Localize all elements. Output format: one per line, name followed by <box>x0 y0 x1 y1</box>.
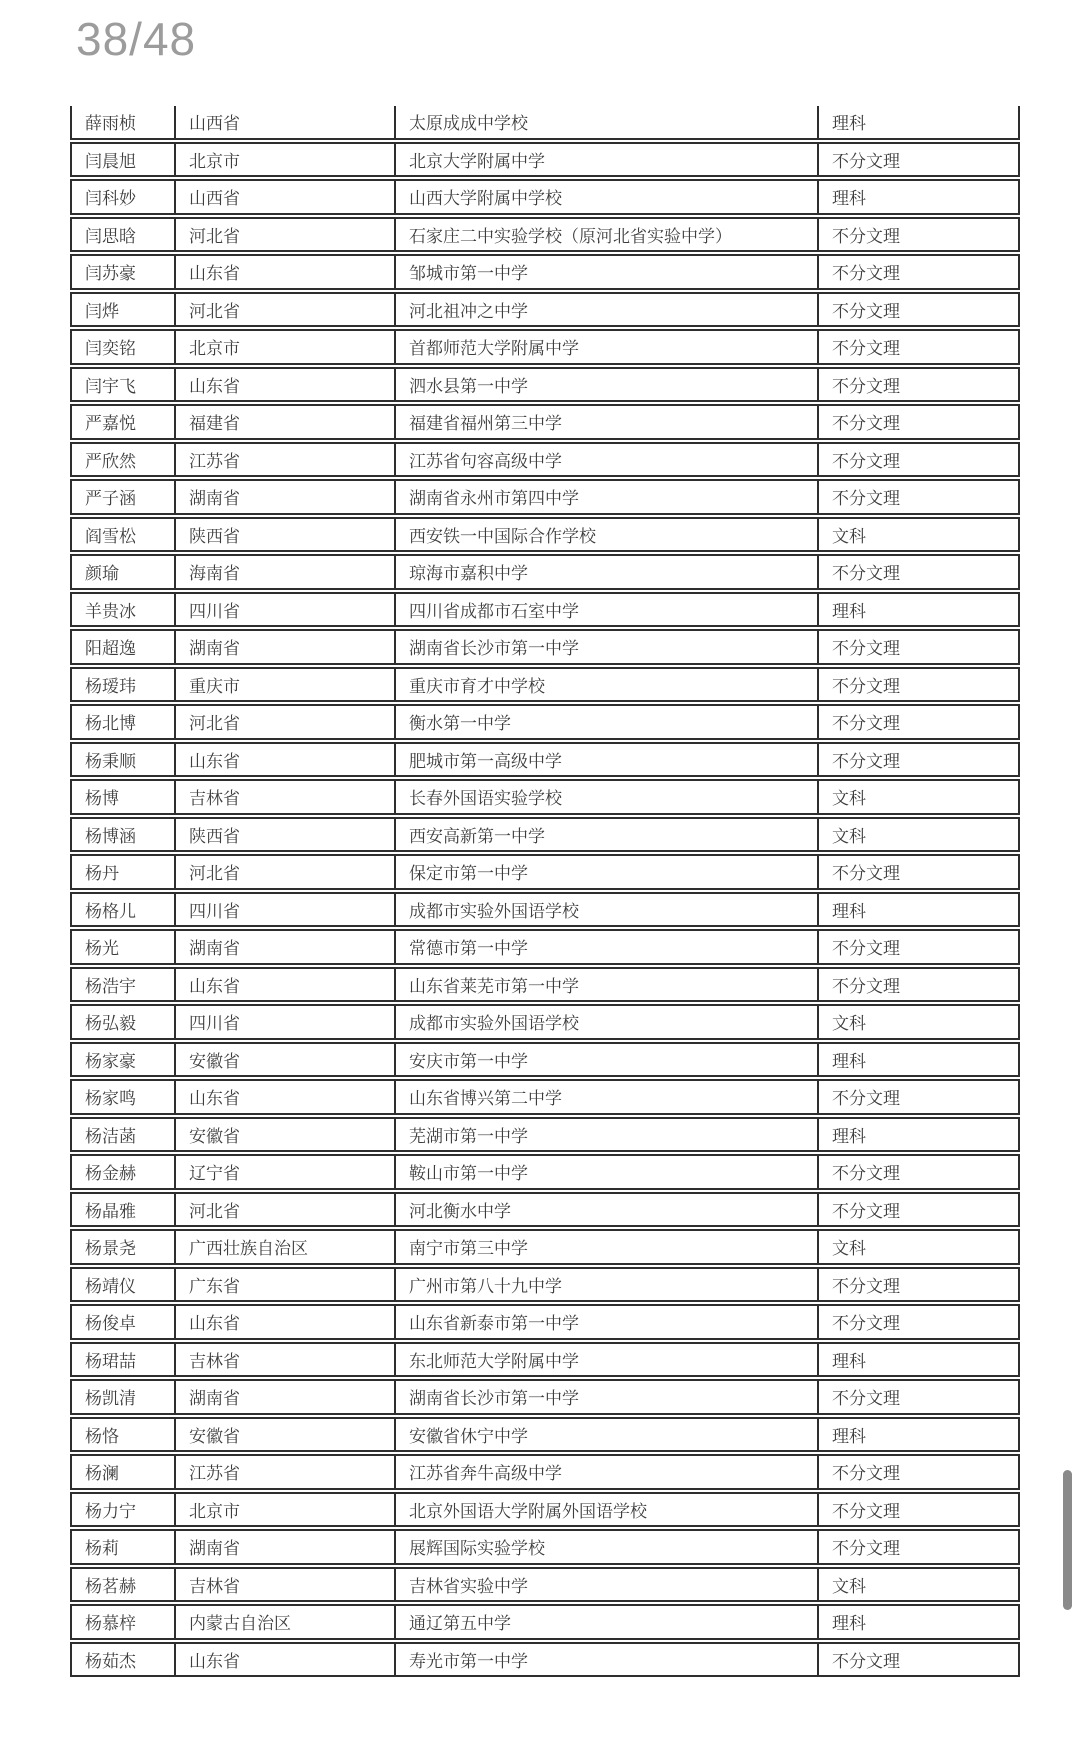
scrollbar-thumb[interactable] <box>1063 1470 1072 1610</box>
table-row <box>70 404 1020 440</box>
province-cell: 四川省 <box>174 894 394 926</box>
student-name-cell: 杨瑷玮 <box>85 676 136 696</box>
student-name-cell: 杨茗赫 <box>85 1576 136 1596</box>
table-row <box>70 929 1020 965</box>
school-cell: 西安铁一中国际合作学校 <box>394 519 817 551</box>
school-cell: 江苏省奔牛高级中学 <box>394 1456 817 1488</box>
province-cell: 湖南省 <box>174 931 394 963</box>
subject-category-cell: 文科 <box>817 519 1018 551</box>
table-row <box>70 1417 1020 1453</box>
table-row <box>70 479 1020 515</box>
table-row <box>70 367 1020 403</box>
student-name-cell: 闫烨 <box>85 301 119 321</box>
student-name-cell: 杨莉 <box>85 1539 119 1559</box>
student-name-cell: 杨慕梓 <box>85 1614 136 1634</box>
school-cell: 北京大学附属中学 <box>394 144 817 176</box>
school-cell: 吉林省实验中学 <box>394 1569 817 1601</box>
province-cell: 陕西省 <box>174 519 394 551</box>
student-name-cell: 严欣然 <box>85 451 136 471</box>
subject-category-cell: 不分文理 <box>817 1306 1018 1338</box>
table-row <box>70 442 1020 478</box>
table-row <box>70 1117 1020 1153</box>
table-row <box>70 1454 1020 1490</box>
student-name-cell: 杨丹 <box>85 864 119 884</box>
subject-category-cell: 文科 <box>817 781 1018 813</box>
school-cell: 湖南省长沙市第一中学 <box>394 1381 817 1413</box>
subject-category-cell: 不分文理 <box>817 1644 1018 1676</box>
province-cell: 广东省 <box>174 1269 394 1301</box>
student-name-cell: 杨博 <box>85 789 119 809</box>
table-row <box>70 779 1020 815</box>
subject-category-cell: 不分文理 <box>817 1156 1018 1188</box>
province-cell: 河北省 <box>174 1194 394 1226</box>
province-cell: 山东省 <box>174 744 394 776</box>
table-row <box>70 179 1020 215</box>
school-cell: 山东省新泰市第一中学 <box>394 1306 817 1338</box>
table-row <box>70 1229 1020 1265</box>
school-cell: 长春外国语实验学校 <box>394 781 817 813</box>
table-row <box>70 1492 1020 1528</box>
school-cell: 通辽第五中学 <box>394 1606 817 1638</box>
subject-category-cell: 不分文理 <box>817 556 1018 588</box>
school-cell: 江苏省句容高级中学 <box>394 444 817 476</box>
province-cell: 吉林省 <box>174 1344 394 1376</box>
subject-category-cell: 文科 <box>817 1569 1018 1601</box>
province-cell: 重庆市 <box>174 669 394 701</box>
subject-category-cell: 不分文理 <box>817 1494 1018 1526</box>
student-name-cell: 颜瑜 <box>85 564 119 584</box>
student-name-cell: 严嘉悦 <box>85 414 136 434</box>
subject-category-cell: 不分文理 <box>817 331 1018 363</box>
subject-category-cell: 不分文理 <box>817 294 1018 326</box>
province-cell: 山西省 <box>174 106 394 138</box>
subject-category-cell: 文科 <box>817 1006 1018 1038</box>
subject-category-cell: 不分文理 <box>817 1531 1018 1563</box>
subject-category-cell: 理科 <box>817 106 1018 138</box>
province-cell: 湖南省 <box>174 1381 394 1413</box>
student-name-cell: 杨靖仪 <box>85 1276 136 1296</box>
table-row <box>70 592 1020 628</box>
student-name-cell: 闫苏豪 <box>85 264 136 284</box>
subject-category-cell: 理科 <box>817 894 1018 926</box>
table-row <box>70 1079 1020 1115</box>
student-name-cell: 杨格儿 <box>85 901 136 921</box>
table-row <box>70 742 1020 778</box>
student-name-cell: 杨珺喆 <box>85 1351 136 1371</box>
school-cell: 安庆市第一中学 <box>394 1044 817 1076</box>
province-cell: 河北省 <box>174 706 394 738</box>
table-row <box>70 254 1020 290</box>
student-name-cell: 杨弘毅 <box>85 1014 136 1034</box>
subject-category-cell: 不分文理 <box>817 856 1018 888</box>
school-cell: 泗水县第一中学 <box>394 369 817 401</box>
subject-category-cell: 不分文理 <box>817 1081 1018 1113</box>
student-name-cell: 杨凯清 <box>85 1389 136 1409</box>
province-cell: 安徽省 <box>174 1419 394 1451</box>
table-row <box>70 1342 1020 1378</box>
province-cell: 山东省 <box>174 1644 394 1676</box>
table-row <box>70 106 1020 140</box>
school-cell: 湖南省长沙市第一中学 <box>394 631 817 663</box>
province-cell: 安徽省 <box>174 1044 394 1076</box>
school-cell: 东北师范大学附属中学 <box>394 1344 817 1376</box>
school-cell: 衡水第一中学 <box>394 706 817 738</box>
student-name-cell: 薛雨桢 <box>85 114 136 134</box>
student-name-cell: 阎雪松 <box>85 526 136 546</box>
province-cell: 山东省 <box>174 369 394 401</box>
subject-category-cell: 不分文理 <box>817 481 1018 513</box>
table-row <box>70 217 1020 253</box>
student-name-cell: 杨澜 <box>85 1464 119 1484</box>
table-row <box>70 1642 1020 1678</box>
table-row <box>70 142 1020 178</box>
subject-category-cell: 理科 <box>817 1119 1018 1151</box>
province-cell: 山东省 <box>174 256 394 288</box>
student-name-cell: 杨洁菡 <box>85 1126 136 1146</box>
school-cell: 寿光市第一中学 <box>394 1644 817 1676</box>
student-name-cell: 闫奕铭 <box>85 339 136 359</box>
student-name-cell: 闫晨旭 <box>85 151 136 171</box>
province-cell: 吉林省 <box>174 781 394 813</box>
table-row <box>70 1192 1020 1228</box>
student-name-cell: 杨光 <box>85 939 119 959</box>
province-cell: 河北省 <box>174 219 394 251</box>
student-name-cell: 杨俊卓 <box>85 1314 136 1334</box>
subject-category-cell: 理科 <box>817 1044 1018 1076</box>
subject-category-cell: 文科 <box>817 819 1018 851</box>
table-row <box>70 854 1020 890</box>
table-row <box>70 1304 1020 1340</box>
province-cell: 江苏省 <box>174 444 394 476</box>
province-cell: 吉林省 <box>174 1569 394 1601</box>
student-name-cell: 闫科妙 <box>85 189 136 209</box>
subject-category-cell: 不分文理 <box>817 669 1018 701</box>
subject-category-cell: 不分文理 <box>817 969 1018 1001</box>
province-cell: 海南省 <box>174 556 394 588</box>
table-row <box>70 1604 1020 1640</box>
table-row <box>70 517 1020 553</box>
province-cell: 河北省 <box>174 294 394 326</box>
province-cell: 山西省 <box>174 181 394 213</box>
school-cell: 成都市实验外国语学校 <box>394 894 817 926</box>
school-cell: 石家庄二中实验学校（原河北省实验中学） <box>394 219 817 251</box>
table-row <box>70 1154 1020 1190</box>
table-row <box>70 817 1020 853</box>
subject-category-cell: 不分文理 <box>817 931 1018 963</box>
table-row <box>70 967 1020 1003</box>
province-cell: 内蒙古自治区 <box>174 1606 394 1638</box>
subject-category-cell: 不分文理 <box>817 256 1018 288</box>
subject-category-cell: 不分文理 <box>817 1194 1018 1226</box>
province-cell: 北京市 <box>174 331 394 363</box>
school-cell: 常德市第一中学 <box>394 931 817 963</box>
student-name-cell: 杨博涵 <box>85 826 136 846</box>
student-name-cell: 杨家鸣 <box>85 1089 136 1109</box>
school-cell: 邹城市第一中学 <box>394 256 817 288</box>
province-cell: 湖南省 <box>174 1531 394 1563</box>
table-row <box>70 667 1020 703</box>
student-name-cell: 杨力宁 <box>85 1501 136 1521</box>
table-row <box>70 629 1020 665</box>
province-cell: 山东省 <box>174 969 394 1001</box>
province-cell: 山东省 <box>174 1081 394 1113</box>
subject-category-cell: 不分文理 <box>817 631 1018 663</box>
subject-category-cell: 不分文理 <box>817 1456 1018 1488</box>
table-row <box>70 892 1020 928</box>
table-row <box>70 1379 1020 1415</box>
school-cell: 河北祖冲之中学 <box>394 294 817 326</box>
table-row <box>70 1042 1020 1078</box>
student-name-cell: 羊贵冰 <box>85 601 136 621</box>
school-cell: 山西大学附属中学校 <box>394 181 817 213</box>
province-cell: 陕西省 <box>174 819 394 851</box>
school-cell: 肥城市第一高级中学 <box>394 744 817 776</box>
student-name-cell: 阳超逸 <box>85 639 136 659</box>
school-cell: 保定市第一中学 <box>394 856 817 888</box>
province-cell: 辽宁省 <box>174 1156 394 1188</box>
student-name-cell: 闫思晗 <box>85 226 136 246</box>
school-cell: 西安高新第一中学 <box>394 819 817 851</box>
subject-category-cell: 不分文理 <box>817 144 1018 176</box>
subject-category-cell: 不分文理 <box>817 219 1018 251</box>
student-name-cell: 杨秉顺 <box>85 751 136 771</box>
student-name-cell: 杨金赫 <box>85 1164 136 1184</box>
school-cell: 北京外国语大学附属外国语学校 <box>394 1494 817 1526</box>
table-row <box>70 554 1020 590</box>
table-row <box>70 704 1020 740</box>
student-name-cell: 闫宇飞 <box>85 376 136 396</box>
table-row <box>70 1529 1020 1565</box>
student-name-cell: 杨恪 <box>85 1426 119 1446</box>
province-cell: 湖南省 <box>174 631 394 663</box>
school-cell: 成都市实验外国语学校 <box>394 1006 817 1038</box>
student-name-cell: 杨景尧 <box>85 1239 136 1259</box>
subject-category-cell: 文科 <box>817 1231 1018 1263</box>
province-cell: 四川省 <box>174 594 394 626</box>
table-row <box>70 1004 1020 1040</box>
subject-category-cell: 理科 <box>817 181 1018 213</box>
province-cell: 四川省 <box>174 1006 394 1038</box>
students-table <box>70 106 1020 1679</box>
province-cell: 山东省 <box>174 1306 394 1338</box>
page-number: 38/48 <box>76 13 197 65</box>
subject-category-cell: 理科 <box>817 1344 1018 1376</box>
school-cell: 四川省成都市石室中学 <box>394 594 817 626</box>
subject-category-cell: 不分文理 <box>817 744 1018 776</box>
student-name-cell: 杨家豪 <box>85 1051 136 1071</box>
school-cell: 南宁市第三中学 <box>394 1231 817 1263</box>
school-cell: 山东省博兴第二中学 <box>394 1081 817 1113</box>
province-cell: 安徽省 <box>174 1119 394 1151</box>
table-row <box>70 1267 1020 1303</box>
subject-category-cell: 理科 <box>817 1606 1018 1638</box>
subject-category-cell: 不分文理 <box>817 706 1018 738</box>
school-cell: 湖南省永州市第四中学 <box>394 481 817 513</box>
province-cell: 北京市 <box>174 144 394 176</box>
table-row <box>70 329 1020 365</box>
school-cell: 芜湖市第一中学 <box>394 1119 817 1151</box>
school-cell: 山东省莱芜市第一中学 <box>394 969 817 1001</box>
student-name-cell: 杨浩宇 <box>85 976 136 996</box>
subject-category-cell: 不分文理 <box>817 369 1018 401</box>
province-cell: 湖南省 <box>174 481 394 513</box>
student-name-cell: 杨北博 <box>85 714 136 734</box>
school-cell: 广州市第八十九中学 <box>394 1269 817 1301</box>
school-cell: 琼海市嘉积中学 <box>394 556 817 588</box>
school-cell: 鞍山市第一中学 <box>394 1156 817 1188</box>
school-cell: 安徽省休宁中学 <box>394 1419 817 1451</box>
subject-category-cell: 理科 <box>817 1419 1018 1451</box>
student-name-cell: 杨晶雅 <box>85 1201 136 1221</box>
school-cell: 河北衡水中学 <box>394 1194 817 1226</box>
province-cell: 河北省 <box>174 856 394 888</box>
table-row <box>70 292 1020 328</box>
province-cell: 福建省 <box>174 406 394 438</box>
province-cell: 广西壮族自治区 <box>174 1231 394 1263</box>
student-name-cell: 杨茹杰 <box>85 1651 136 1671</box>
school-cell: 太原成成中学校 <box>394 106 817 138</box>
student-name-cell: 严子涵 <box>85 489 136 509</box>
subject-category-cell: 不分文理 <box>817 1269 1018 1301</box>
school-cell: 重庆市育才中学校 <box>394 669 817 701</box>
school-cell: 首都师范大学附属中学 <box>394 331 817 363</box>
school-cell: 福建省福州第三中学 <box>394 406 817 438</box>
school-cell: 展辉国际实验学校 <box>394 1531 817 1563</box>
subject-category-cell: 不分文理 <box>817 444 1018 476</box>
subject-category-cell: 不分文理 <box>817 406 1018 438</box>
table-row <box>70 1567 1020 1603</box>
province-cell: 江苏省 <box>174 1456 394 1488</box>
subject-category-cell: 不分文理 <box>817 1381 1018 1413</box>
subject-category-cell: 理科 <box>817 594 1018 626</box>
province-cell: 北京市 <box>174 1494 394 1526</box>
